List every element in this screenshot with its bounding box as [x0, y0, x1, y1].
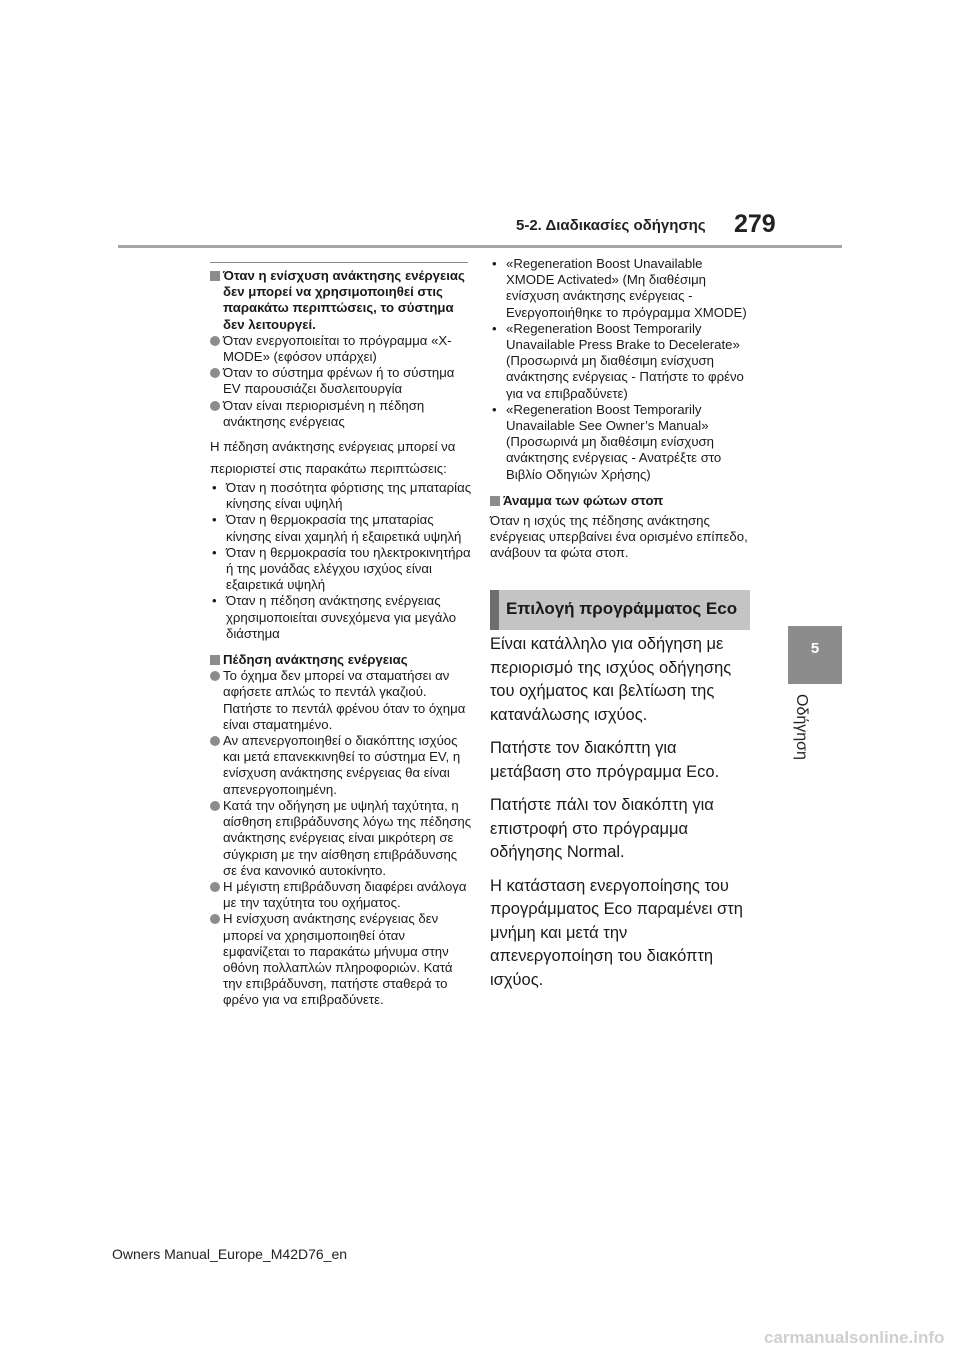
- dot-item: Κατά την οδήγηση με υψηλή ταχύτητα, η αίσθηση επιβράδυνσης λόγω της πέδησης ανάκτησης ενέργειας είναι μικρότερη σε σύγκριση με την αίσθηση επιβράδυνσης σε ένα κανονικό αυτοκίνητο.: [210, 798, 472, 879]
- paragraph-limitations: Η πέδηση ανάκτησης ενέργειας μπορεί να περιοριστεί στις παρακάτω περιπτώσεις:: [210, 439, 456, 477]
- bullet-icon: •: [212, 544, 217, 560]
- header-rule: [118, 245, 842, 248]
- eco-paragraph: Η κατάσταση ενεργοποίησης του προγράμματος Eco παραμένει στη μνήμη και μετά την απενεργοποίηση του διακόπτη ισχύος.: [490, 876, 743, 989]
- circle-bullet-icon: [210, 401, 220, 411]
- section-banner-title: Επιλογή προγράμματος Eco: [506, 599, 738, 618]
- circle-bullet-icon: [210, 914, 220, 924]
- dot-item: Όταν είναι περιορισμένη η πέδηση ανάκτησης ενέργειας: [210, 398, 472, 430]
- left-column: [210, 268, 472, 1009]
- dot-item: Όταν ενεργοποιείται το πρόγραμμα «X-MODE» (εφόσον υπάρχει): [210, 333, 472, 365]
- circle-bullet-icon: [210, 368, 220, 378]
- square-bullet-icon: [490, 496, 500, 506]
- message-item: • «Regeneration Boost Temporarily Unavailable Press Brake to Decelerate» (Προσωρινά μη διαθέσιμη ενίσχυση ανάκτησης ενέργειας - Πατήστε το φρένο για να επιβραδύνετε): [492, 320, 744, 401]
- eco-paragraph: Πατήστε πάλι τον διακόπτη για επιστροφή στο πρόγραμμα οδήγησης Normal.: [490, 796, 714, 861]
- column-rule: [210, 262, 468, 263]
- dot-item: Αν απενεργοποιηθεί ο διακόπτης ισχύος και μετά επανεκκινηθεί το σύστημα EV, η ενίσχυση ανάκτησης ενέργειας θα είναι απενεργοποιημένη.: [210, 733, 472, 798]
- dot-item: Η ενίσχυση ανάκτησης ενέργειας δεν μπορεί να χρησιμοποιηθεί όταν εμφανίζεται το παρακάτω μήνυμα στην οθόνη πολλαπλών πληροφοριών. Κατά την επιβράδυνση, πατήστε σταθερά το φρένο για να επιβραδύνετε.: [210, 911, 472, 1008]
- section-title: 5-2. Διαδικασίες οδήγησης: [516, 217, 706, 234]
- bullet-item: • Όταν η θερμοκρασία της μπαταρίας κίνησης είναι χαμηλή ή εξαιρετικά υψηλή: [212, 512, 462, 544]
- square-bullet-icon: [210, 271, 220, 281]
- page-number: 279: [734, 210, 776, 238]
- bullet-icon: •: [492, 256, 497, 271]
- circle-bullet-icon: [210, 882, 220, 892]
- circle-bullet-icon: [210, 736, 220, 746]
- circle-bullet-icon: [210, 671, 220, 681]
- heading-regenerative-braking: Πέδηση ανάκτησης ενέργειας: [210, 652, 472, 668]
- dot-item: Η μέγιστη επιβράδυνση διαφέρει ανάλογα με την ταχύτητα του οχήματος.: [210, 879, 472, 911]
- footer-text: Owners Manual_Europe_M42D76_en: [112, 1246, 348, 1262]
- bullet-icon: •: [212, 480, 217, 496]
- bullet-icon: •: [492, 401, 497, 417]
- dot-item: Όταν το σύστημα φρένων ή το σύστημα EV παρουσιάζει δυσλειτουργία: [210, 365, 472, 397]
- right-column: [490, 256, 752, 562]
- bullet-item: • Όταν η θερμοκρασία του ηλεκτροκινητήρα ή της μονάδας ελέγχου ισχύος είναι εξαιρετικά υψηλή: [212, 544, 471, 593]
- bullet-item: • Όταν η ποσότητα φόρτισης της μπαταρίας κίνησης είναι υψηλή: [212, 480, 472, 512]
- heading-regeneration-unavailable: Όταν η ενίσχυση ανάκτησης ενέργειας δεν μπορεί να χρησιμοποιηθεί στις παρακάτω περιπτώσεις, το σύστημα δεν λειτουργεί.: [210, 268, 472, 333]
- chapter-tab-label: Οδήγηση: [793, 694, 810, 760]
- dot-item: Το όχημα δεν μπορεί να σταματήσει αν αφήσετε απλώς το πεντάλ γκαζιού. Πατήστε το πεντάλ φρένου όταν το όχημα είναι σταματημένο.: [210, 668, 472, 733]
- bullet-icon: •: [212, 593, 217, 609]
- eco-paragraph: Πατήστε τον διακόπτη για μετάβαση στο πρόγραμμα Eco.: [490, 739, 720, 781]
- section-banner-edge: [490, 590, 499, 630]
- watermark-logo: [764, 1324, 948, 1350]
- eco-mode-text: [490, 633, 752, 1002]
- bullet-icon: •: [492, 320, 497, 336]
- message-item: • «Regeneration Boost Unavailable XMODE Activated» (Μη διαθέσιμη ενίσχυση ανάκτησης ενέργειας - Ενεργοποιήθηκε το πρόγραμμα XMODE): [492, 256, 747, 320]
- eco-paragraph: Είναι κατάλληλο για οδήγηση με περιορισμό της ισχύος οδήγησης του οχήματος και βελτίωση της κατανάλωσης ισχύος.: [490, 635, 732, 724]
- section-banner: [490, 590, 750, 630]
- bullet-icon: •: [212, 512, 217, 528]
- paragraph-stop-lights: Όταν η ισχύς της πέδησης ανάκτησης ενέργειας υπερβαίνει ένα ορισμένο επίπεδο, ανάβουν τα φώτα στοπ.: [490, 513, 748, 561]
- watermark-text: carmanualsonline.info: [764, 1328, 945, 1347]
- square-bullet-icon: [210, 655, 220, 665]
- circle-bullet-icon: [210, 336, 220, 346]
- message-item: • «Regeneration Boost Temporarily Unavailable See Owner’s Manual» (Προσωρινά μη διαθέσιμη ενίσχυση ανάκτησης ενέργειας - Ανατρέξτε στο Βιβλίο Οδηγιών Χρήσης): [492, 401, 722, 482]
- circle-bullet-icon: [210, 801, 220, 811]
- bullet-item: • Όταν η πέδηση ανάκτησης ενέργειας χρησιμοποιείται συνεχόμενα για μεγάλο διάστημα: [212, 593, 457, 641]
- heading-stop-lights: Άναμμα των φώτων στοπ: [490, 493, 752, 509]
- chapter-tab-number: 5: [810, 640, 820, 657]
